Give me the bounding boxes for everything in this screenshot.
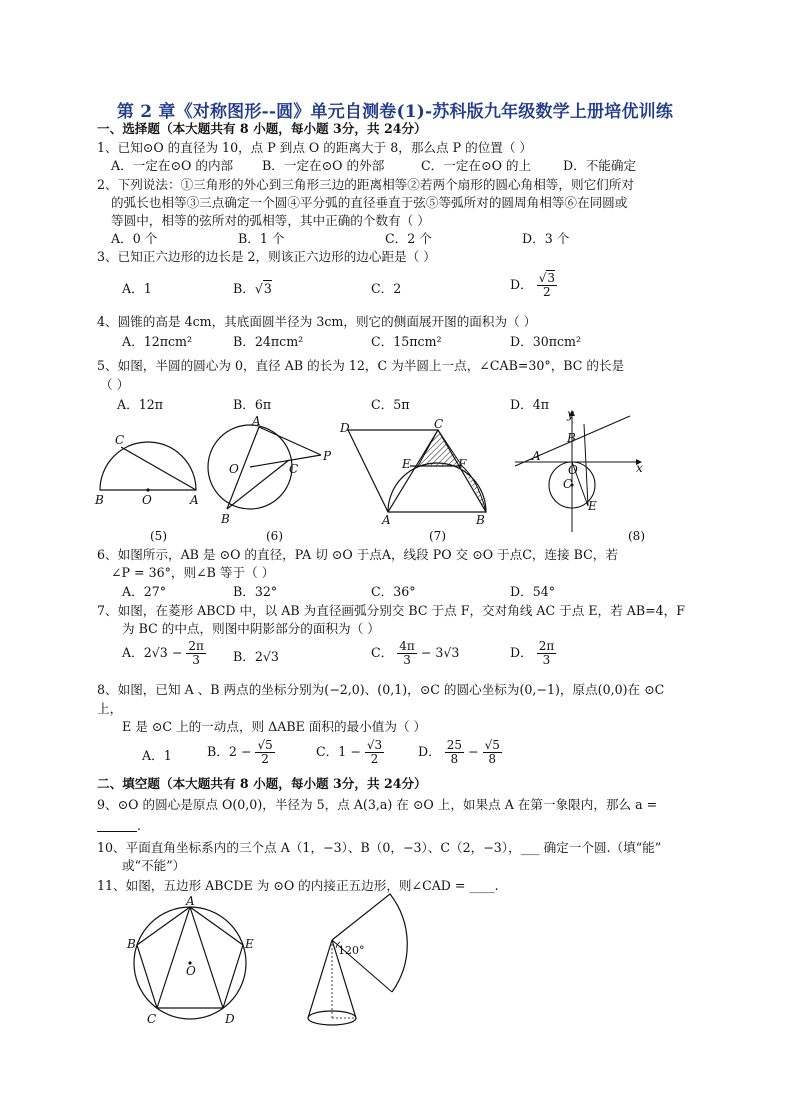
question-5-option-c: C．5π	[371, 397, 410, 412]
fig8-label-y: y	[567, 407, 574, 421]
question-8-option-a: A．1	[142, 748, 172, 763]
section-fill-in: 二、填空题（本大题共有 8 小题，每小题 3分，共 24分）	[97, 776, 427, 791]
question-6-option-a: A．27°	[122, 584, 167, 599]
question-5-paren: （ ）	[100, 377, 130, 392]
fig6-label-b: B	[221, 512, 230, 526]
page-title: 第 2 章《对称图形--圆》单元自测卷(1)-苏科版九年级数学上册培优训练	[116, 102, 674, 122]
question-3-option-a: A．1	[122, 281, 152, 296]
figure-cone-sector	[300, 890, 430, 1030]
question-8-option-d: D． $\frac{25}{8}$ − $\frac{√5}{8}$	[418, 738, 500, 766]
question-6-line-2: ∠P = 36°，则∠B 等于（ ）	[111, 565, 275, 580]
question-6-option-b: B．32°	[233, 584, 278, 599]
question-6-line-1: 6、如图所示，AB 是 ⊙O 的直径，PA 切 ⊙O 于点A，线段 PO 交 ⊙O 于点C，连接 BC，若	[97, 547, 618, 562]
question-3-option-c: C．2	[371, 281, 402, 296]
question-4-option-c: C．15πcm²	[371, 334, 442, 349]
question-2-option-a: A．0 个	[111, 231, 158, 246]
question-10-line-1: 10、平面直角坐标系内的三个点 A（1，−3）、B（0，−3）、C（2，−3），___ 确定一个圆.（填“能”	[97, 840, 662, 855]
question-3-option-d: D． $\frac{√3}{2}$	[510, 271, 556, 299]
question-8-option-b: B．2 − $\frac{√5}{2}$	[207, 738, 273, 766]
question-7-option-d: D． $\frac{2\pi}{3}$	[510, 639, 555, 667]
question-9-line-2: .	[97, 818, 141, 834]
fig8-label-e: E	[588, 499, 597, 513]
section-multiple-choice: 一、选择题（本大题共有 8 小题，每小题 3分，共 24分）	[97, 121, 427, 136]
fig6-label-o: O	[229, 462, 239, 476]
question-2-option-c: C．2 个	[385, 231, 432, 246]
question-2-option-b: B．1 个	[238, 231, 285, 246]
question-1-stem: 1、已知⊙O 的直径为 10，点 P 到点 O 的距离大于 8，那么点 P 的位置（ ）	[97, 140, 533, 155]
figure-7-caption: (7)	[429, 529, 446, 543]
question-8-line-2: 上，	[97, 701, 123, 716]
fig6-label-a: A	[252, 414, 261, 428]
question-4-option-a: A．12πcm²	[122, 334, 193, 349]
question-9-answer-blank[interactable]	[97, 819, 137, 832]
question-5-stem: 5、如图，半圆的圆心为 0，直径 AB 的长为 12，C 为半圆上一点，∠CAB=30°，BC 的长是	[97, 358, 625, 373]
figure-5-caption: (5)	[150, 529, 167, 543]
question-3-option-b: B．√3	[233, 281, 272, 296]
question-6-option-d: D．54°	[510, 584, 556, 599]
question-8-line-1: 8、如图，已知 A 、B 两点的坐标分别为(−2,0)、(0,1)，⊙C 的圆心坐标为(0,−1)，原点(0,0)在 ⊙C	[97, 682, 665, 697]
fig11-label-e: E	[245, 937, 254, 951]
question-8-option-c: C．1 − $\frac{√3}{2}$	[316, 738, 383, 766]
figure-8-caption: (8)	[628, 529, 645, 543]
fig11-label-o: O	[186, 964, 196, 978]
question-2-option-d: D．3 个	[522, 231, 570, 246]
fig7-label-f: F	[458, 457, 467, 471]
fig11-label-d: D	[225, 1012, 235, 1026]
question-4-stem: 4、圆锥的高是 4cm，其底面圆半径为 3cm，则它的侧面展开图的面积为（ ）	[97, 314, 537, 329]
fig5-label-c: C	[115, 433, 125, 447]
figure-6-tangent	[205, 415, 335, 525]
fig8-label-o: O	[568, 463, 578, 477]
fig11-label-a: A	[186, 894, 195, 908]
question-5-option-b: B．6π	[233, 397, 272, 412]
fig8-label-x: x	[636, 461, 643, 475]
fig7-label-c: C	[434, 417, 444, 431]
question-7-option-a: A．2√3 − $\frac{2\pi}{3}$	[122, 639, 204, 667]
question-6-option-c: C．36°	[371, 584, 416, 599]
fig6-label-c: C	[289, 462, 299, 476]
question-5-option-a: A．12π	[117, 397, 163, 412]
fig11-label-b: B	[127, 937, 136, 951]
fig5-label-b: B	[95, 493, 104, 507]
question-1-option-a: A．一定在⊙O 的内部	[111, 158, 234, 173]
fig7-label-e: E	[402, 457, 411, 471]
question-2-line-3: 等圆中，相等的弦所对的弧相等，其中正确的个数有（ ）	[111, 213, 430, 228]
question-4-option-b: B．24πcm²	[233, 334, 304, 349]
figure-11-inscribed-pentagon	[125, 894, 265, 1028]
fig5-label-a: A	[190, 493, 199, 507]
question-7-option-c: C． $\frac{4\pi}{3}$ − 3√3	[371, 639, 460, 667]
question-9-line-1: 9、⊙O 的圆心是原点 O(0,0)，半径为 5，点 A(3,a) 在 ⊙O 上，如果点 A 在第一象限内，那么 a =	[97, 797, 658, 812]
fig7-label-b: B	[476, 513, 485, 527]
fig7-label-a: A	[382, 513, 391, 527]
question-7-line-2: 为 BC 的中点，则图中阴影部分的面积为（ ）	[122, 621, 380, 636]
fig8-label-a: A	[532, 449, 541, 463]
question-2-line-2: 的弧长也相等③三点确定一个圆④平分弧的直径垂直于弦⑤等弧所对的圆周角相等⑥在同圆或	[111, 195, 628, 210]
figure-6-caption: (6)	[266, 529, 283, 543]
fig8-label-b: B	[567, 431, 576, 445]
question-7-option-b: B．2√3	[233, 649, 279, 664]
question-1-option-c: C．一定在⊙O 的上	[421, 158, 532, 173]
question-4-option-d: D．30πcm²	[510, 334, 582, 349]
question-1-option-b: B．一定在⊙O 的外部	[262, 158, 385, 173]
figure-5-semicircle	[95, 420, 205, 507]
fig5-label-o: O	[142, 493, 152, 507]
question-11-stem: 11、如图，五边形 ABCDE 为 ⊙O 的内接正五边形，则∠CAD = ____.	[97, 878, 499, 893]
fig-cone-angle-label: 120°	[338, 944, 365, 957]
figure-8-coordinate-circle	[510, 407, 643, 540]
figure-7-rhombus	[340, 417, 500, 527]
question-8-line-3: E 是 ⊙C 上的一动点，则 ΔABE 面积的最小值为（ ）	[122, 719, 427, 734]
question-5-option-d: D．4π	[510, 397, 549, 412]
fig8-label-c: C	[563, 477, 573, 491]
question-3-stem: 3、已知正六边形的边长是 2，则该正六边形的边心距是（ ）	[97, 249, 436, 264]
fig6-label-p: P	[323, 449, 332, 463]
fig11-label-c: C	[147, 1012, 157, 1026]
question-7-line-1: 7、如图，在菱形 ABCD 中，以 AB 为直径画弧分别交 BC 于点 F，交对角线 AC 于点 E，若 AB=4，F	[97, 603, 685, 618]
fig7-label-d: D	[340, 421, 350, 435]
question-1-option-d: D．不能确定	[563, 158, 637, 173]
question-2-line-1: 2、下列说法：①三角形的外心到三角形三边的距离相等②若两个扇形的圆心角相等，则它们所对	[97, 177, 634, 192]
question-10-line-2: 或“不能”）	[122, 858, 186, 873]
